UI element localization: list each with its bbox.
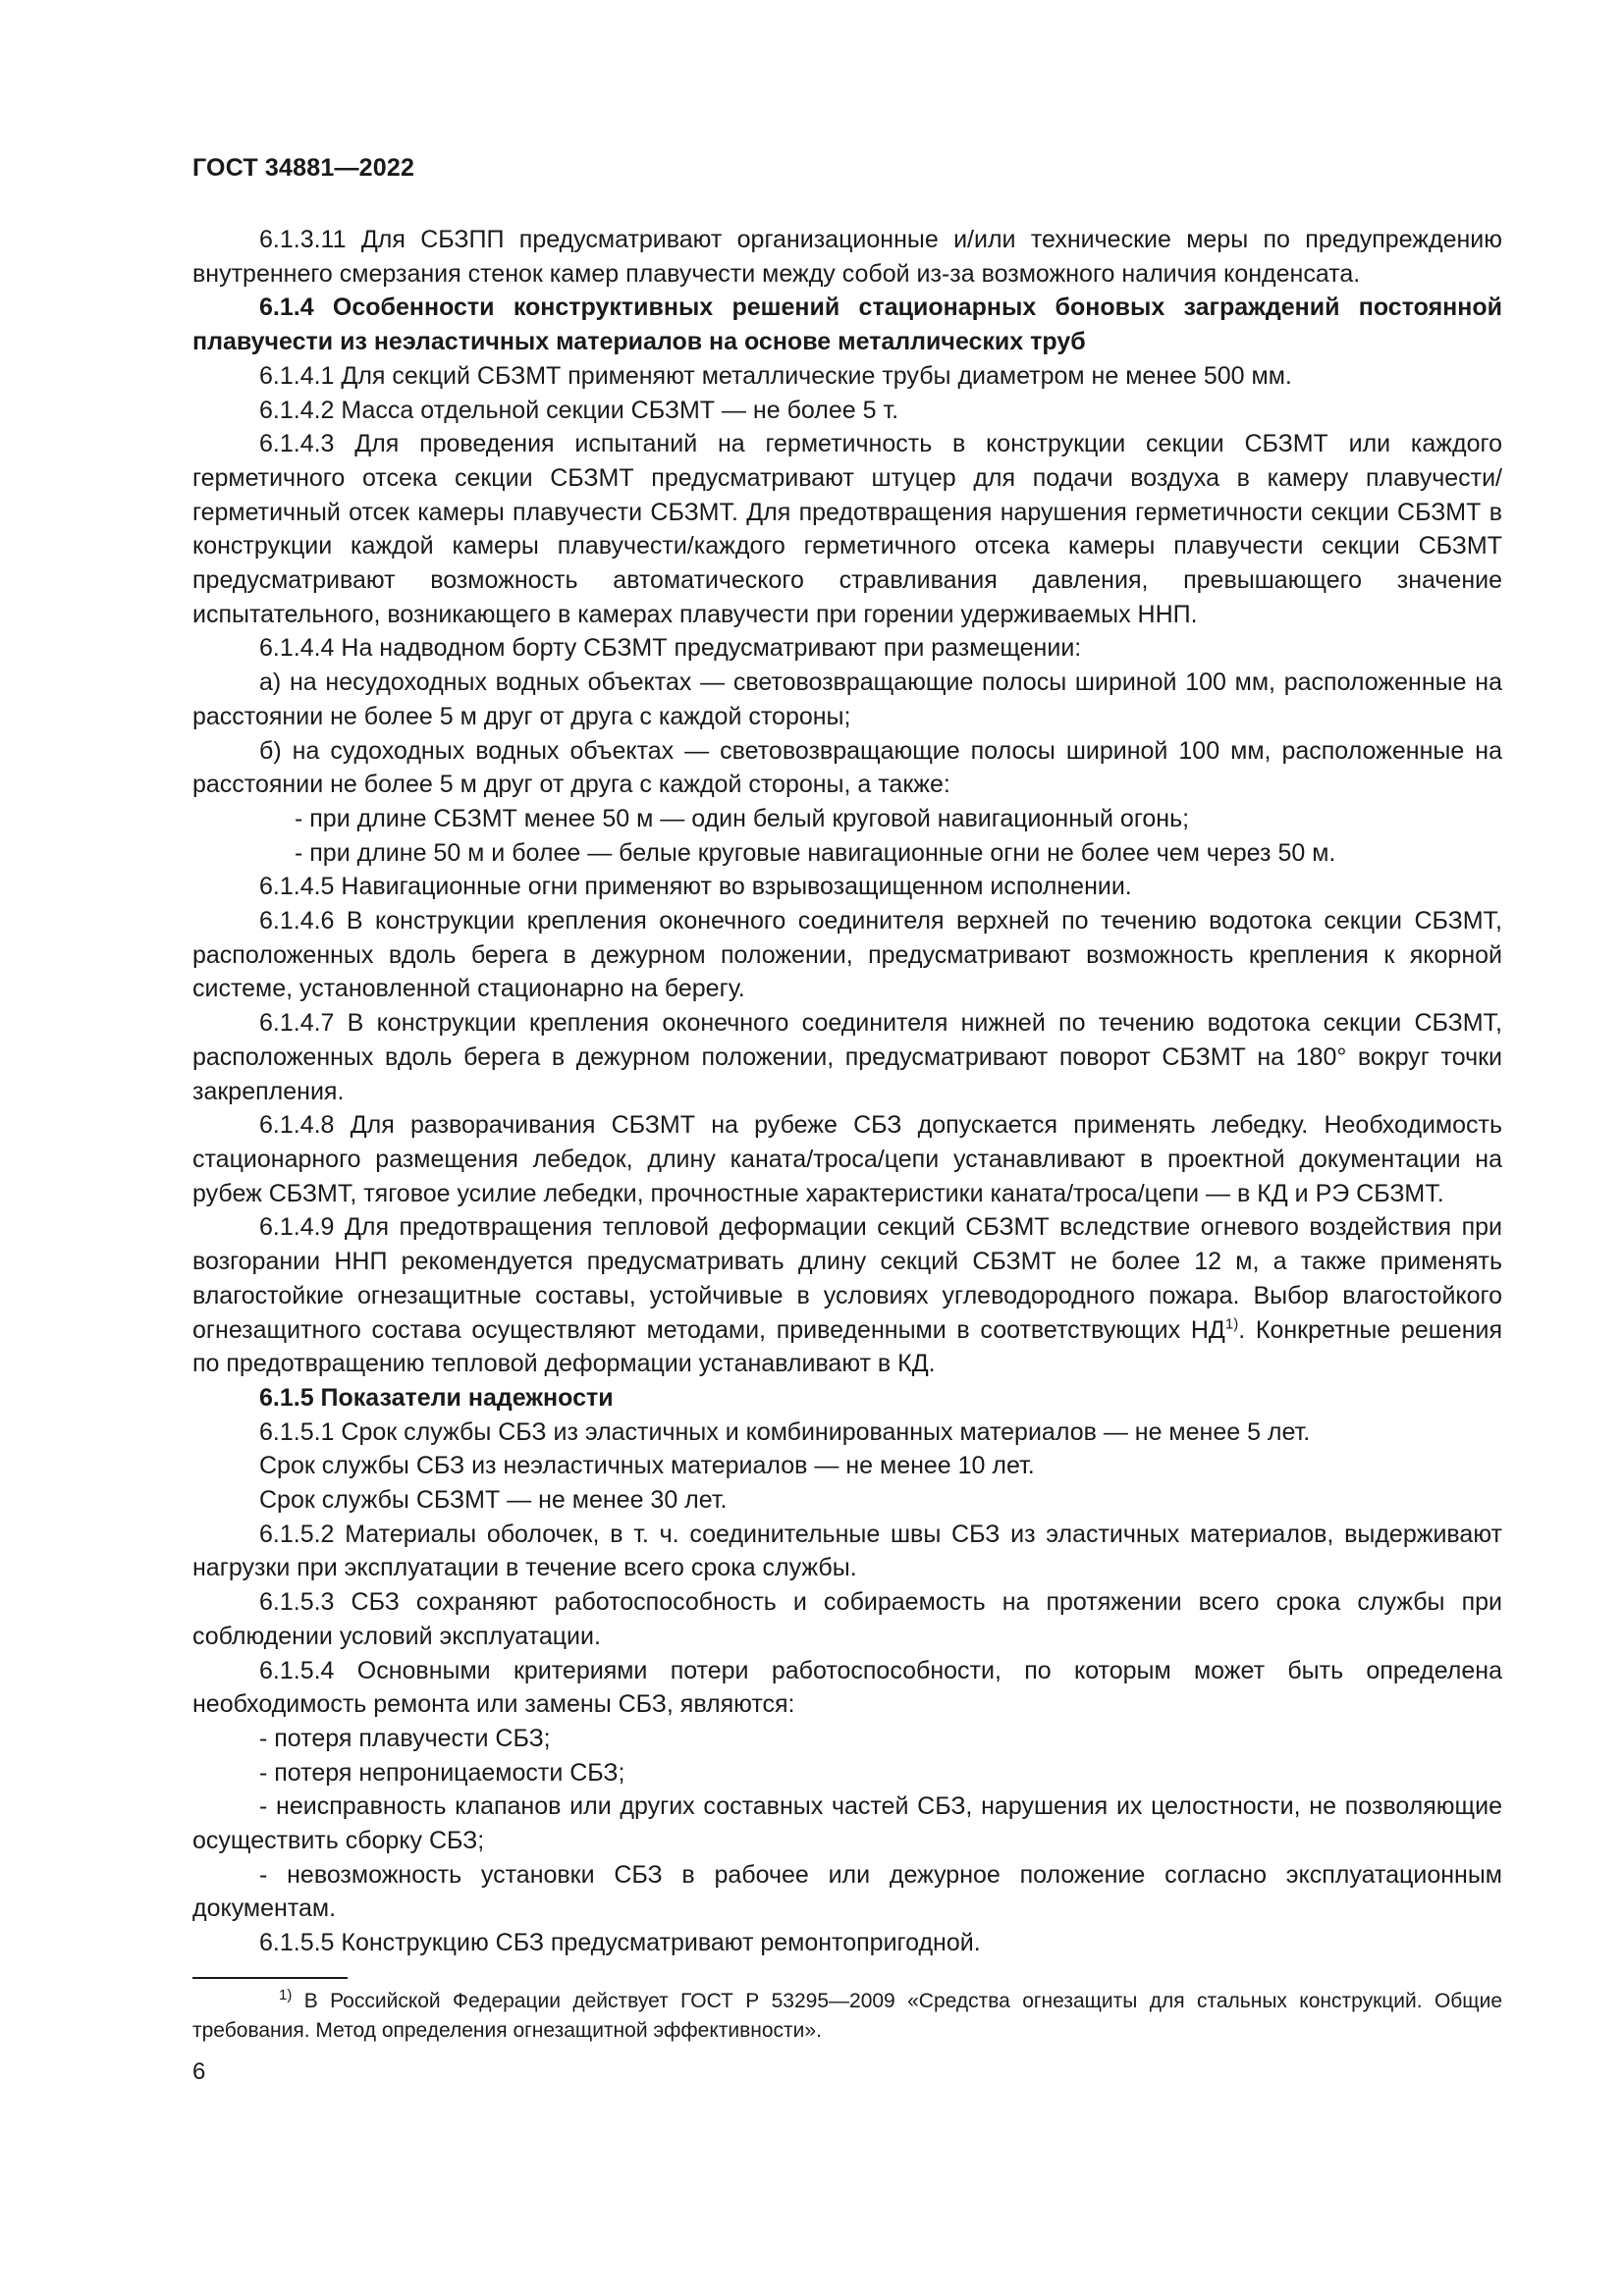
footnote-reference: 1): [1224, 1315, 1239, 1333]
footnote: [192, 1987, 1502, 2046]
footnote-text: В Российской Федерации действует ГОСТ Р 53295—2009 «Средства огнезащиты для стальных конструкций. Общие требования. Метод определения огнезащитной эффективности».: [192, 1990, 1502, 2042]
page-number: 6: [192, 2058, 206, 2085]
paragraph: б) на судоходных водных объектах — световозвращающие полосы шириной 100 мм, расположенные на расстоянии не более 5 м друг от друга с каждой стороны, а также:: [192, 736, 1502, 799]
paragraph: 6.1.4.4 На надводном борту СБЗМТ предусматривают при размещении:: [259, 634, 1082, 663]
footnote-mark: 1): [279, 1987, 293, 2003]
list-item: - при длине 50 м и более — белые круговые навигационные огни не более чем через 50 м.: [295, 838, 1336, 867]
paragraph: а) на несудоходных водных объектах — световозвращающие полосы шириной 100 мм, расположенные на расстоянии не более 5 м друг от друга с каждой стороны;: [192, 668, 1502, 730]
list-item: - неисправность клапанов или других составных частей СБЗ, нарушения их целостности, не позволяющие осуществить сборку СБЗ;: [192, 1792, 1502, 1855]
paragraph: [192, 1210, 1502, 1381]
footnote-separator: [192, 1977, 348, 1979]
paragraph: 6.1.5.5 Конструкцию СБЗ предусматривают ремонтопригодной.: [259, 1929, 981, 1957]
paragraph-text: . Конкретные решения по предотвращению тепловой деформации устанавливают в КД.: [192, 1315, 1503, 1378]
paragraph: 6.1.4.3 Для проведения испытаний на герметичность в конструкции секции СБЗМТ или каждого герметичного отсека секции СБЗМТ предусматривают штуцер для подачи воздуха в камеру плавучести/герметичный отсек камеры плавучести СБЗМТ. Для предотвращения нарушения герметичности секции СБЗМТ в конструкции каждой камеры плавучести/каждого герметичного отсека камеры плавучести секции СБЗМТ предусматривают возможность автоматического стравливания давления, превышающего значение испытательного, возникающего в камерах плавучести при горении удерживаемых ННП.: [192, 430, 1502, 628]
list-item: - при длине СБЗМТ менее 50 м — один белый круговой навигационный огонь;: [295, 804, 1190, 832]
document-body: [192, 223, 1502, 1960]
paragraph: 6.1.4.2 Масса отдельной секции СБЗМТ — не более 5 т.: [259, 396, 899, 424]
paragraph-text: 6.1.4.9 Для предотвращения тепловой деформации секций СБЗМТ вследствие огневого воздействия при возгорании ННП рекомендуется предусматривать длину секций СБЗМТ не более 12 м, а также применять влагостойкие огнезащитные составы, устойчивые в условиях углеводородного пожара. Выбор влагостойкого огнезащитного состава осуществляют методами, приведенными в соответствующих НД: [192, 1213, 1502, 1344]
list-item: - потеря плавучести СБЗ;: [259, 1724, 551, 1752]
paragraph: Срок службы СБЗ из неэластичных материалов — не менее 10 лет.: [259, 1452, 1035, 1480]
paragraph: 6.1.3.11 Для СБЗПП предусматривают организационные и/или технические меры по предупреждению внутреннего смерзания стенок камер плавучести между собой из-за возможного наличия конденсата.: [192, 226, 1502, 288]
paragraph: 6.1.4.6 В конструкции крепления оконечного соединителя верхней по течению водотока секции СБЗМТ, расположенных вдоль берега в дежурном положении, предусматривают возможность крепления к якорной системе, установленной стационарно на берегу.: [192, 907, 1502, 1003]
section-heading: 6.1.4 Особенности конструктивных решений стационарных боновых заграждений постоянной плавучести из неэластичных материалов на основе металлических труб: [192, 294, 1502, 356]
paragraph: 6.1.5.4 Основными критериями потери работоспособности, по которым может быть определена необходимость ремонта или замены СБЗ, являются:: [192, 1656, 1502, 1719]
paragraph: 6.1.5.2 Материалы оболочек, в т. ч. соединительные швы СБЗ из эластичных материалов, выдерживают нагрузки при эксплуатации в течение всего срока службы.: [192, 1520, 1502, 1582]
document-header: ГОСТ 34881—2022: [192, 154, 415, 182]
section-heading: 6.1.5 Показатели надежности: [259, 1383, 614, 1412]
paragraph: 6.1.4.5 Навигационные огни применяют во взрывозащищенном исполнении.: [259, 873, 1132, 901]
paragraph: 6.1.5.1 Срок службы СБЗ из эластичных и комбинированных материалов — не менее 5 лет.: [259, 1417, 1311, 1446]
paragraph: 6.1.4.1 Для секций СБЗМТ применяют металлические трубы диаметром не менее 500 мм.: [259, 361, 1292, 390]
paragraph: 6.1.4.7 В конструкции крепления оконечного соединителя нижней по течению водотока секции СБЗМТ, расположенных вдоль берега в дежурном положении, предусматривают поворот СБЗМТ на 180° вокруг точки закрепления.: [192, 1009, 1502, 1105]
paragraph: 6.1.5.3 СБЗ сохраняют работоспособность и собираемость на протяжении всего срока службы при соблюдении условий эксплуатации.: [192, 1588, 1502, 1650]
list-item: - невозможность установки СБЗ в рабочее или дежурное положение согласно эксплуатационным документам.: [192, 1860, 1502, 1923]
paragraph: Срок службы СБЗМТ — не менее 30 лет.: [259, 1486, 728, 1515]
paragraph: 6.1.4.8 Для разворачивания СБЗМТ на рубеже СБЗ допускается применять лебедку. Необходимость стационарного размещения лебедок, длину каната/троса/цепи устанавливают в проектной документации на рубеж СБЗМТ, тяговое усилие лебедки, прочностные характеристики каната/троса/цепи — в КД и РЭ СБЗМТ.: [192, 1111, 1502, 1207]
list-item: - потеря непроницаемости СБЗ;: [259, 1758, 625, 1787]
